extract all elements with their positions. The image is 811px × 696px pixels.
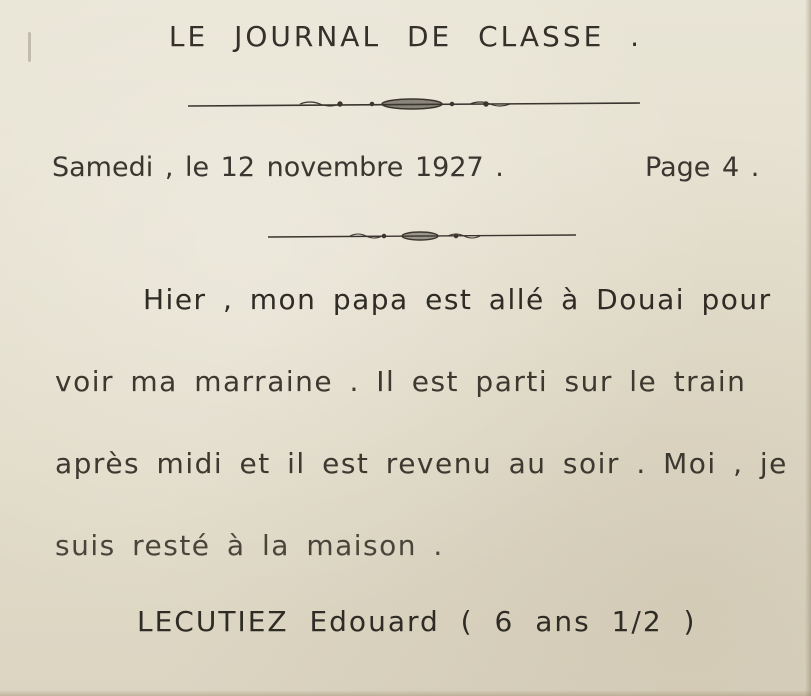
page-number: Page 4 . [645, 152, 760, 183]
paper-edge-right [805, 0, 811, 696]
signature-line: LECUTIEZ Edouard ( 6 ans 1/2 ) [137, 605, 697, 638]
top-ornament-rule [188, 99, 640, 109]
body-line-1: Hier , mon papa est allé à Douai pour [143, 283, 772, 316]
paper-edge-bottom [0, 690, 811, 696]
body-line-3: après midi et il est revenu au soir . Moi , je [55, 447, 788, 480]
body-line-4: suis resté à la maison . [55, 529, 444, 562]
body-line-2: voir ma marraine . Il est parti sur le train [55, 365, 747, 398]
date-line: Samedi , le 12 novembre 1927 . [52, 152, 504, 183]
middle-ornament-rule [268, 232, 576, 240]
journal-heading: LE JOURNAL DE CLASSE . [168, 20, 643, 53]
